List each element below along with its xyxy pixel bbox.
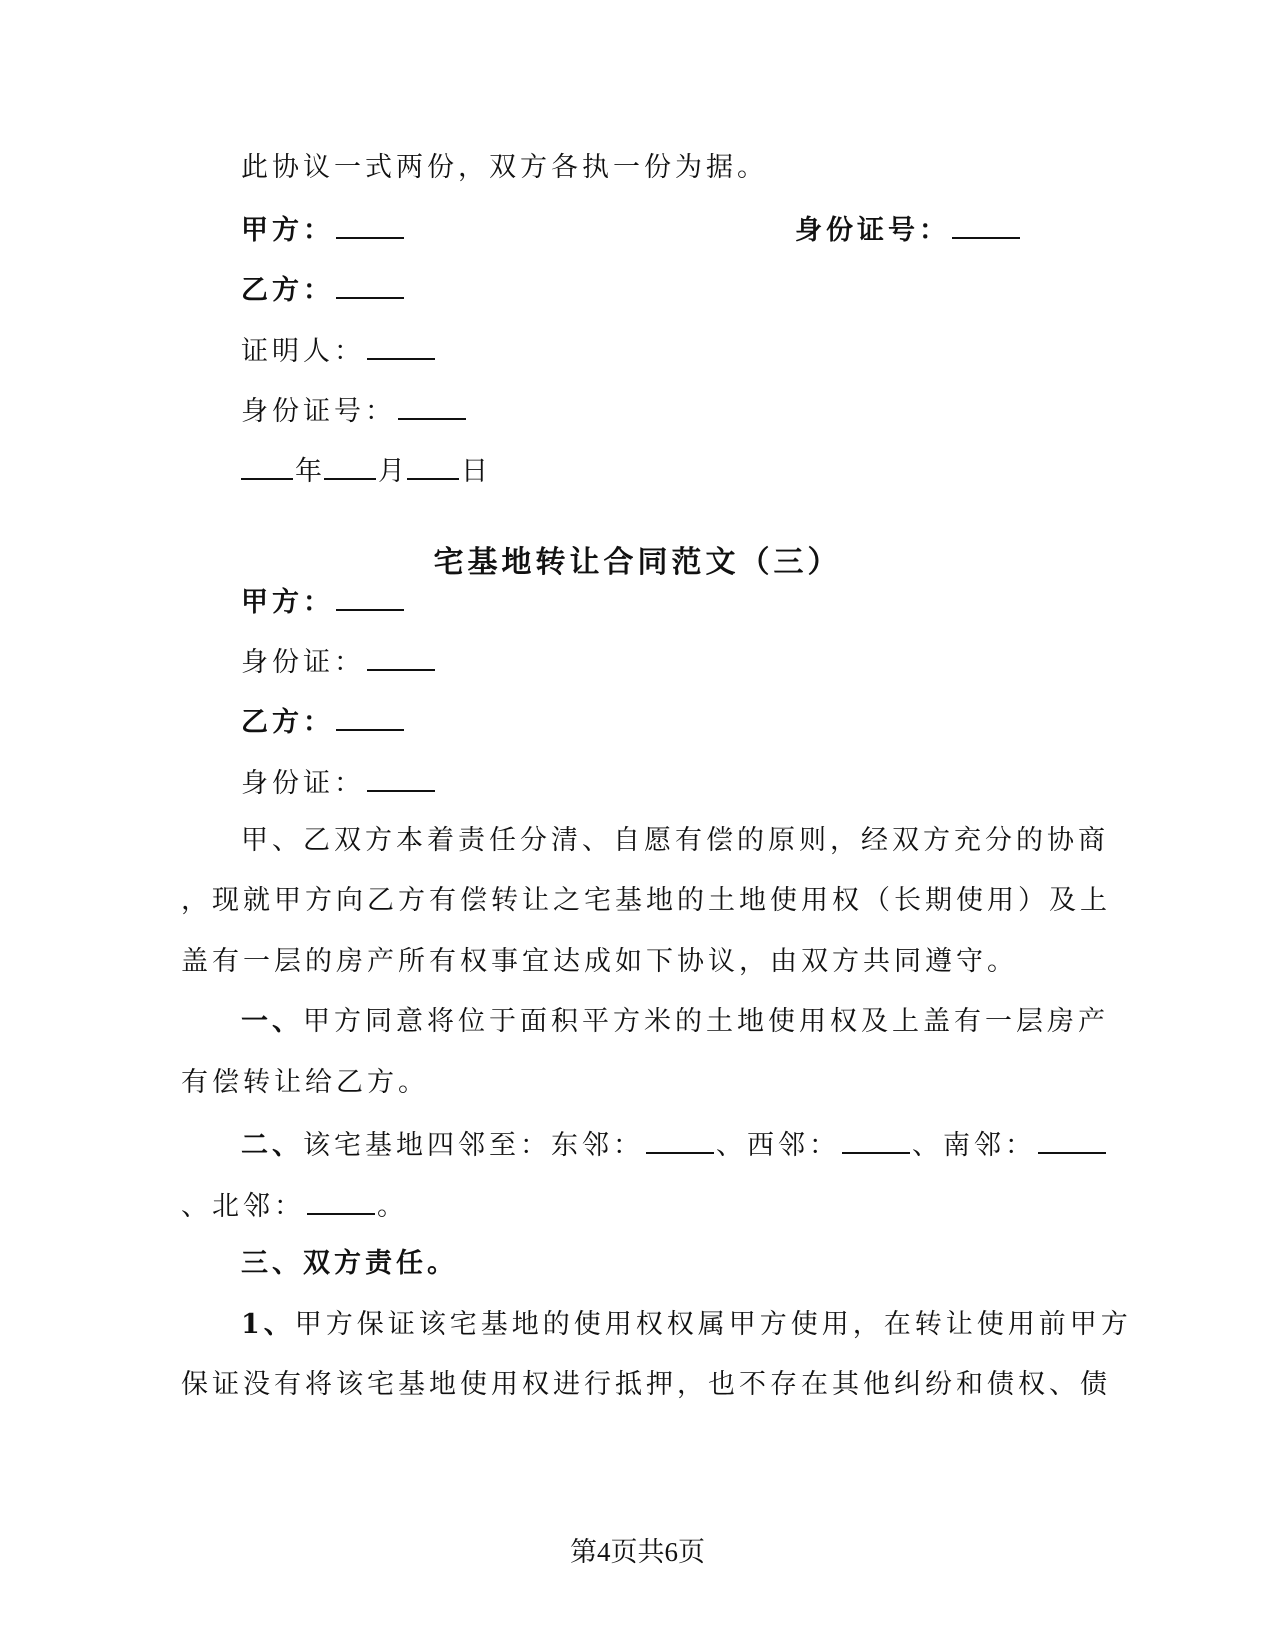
text-south: 、南邻： — [912, 1130, 1036, 1161]
intro-line-3: 盖有一层的房产所有权事宜达成如下协议，由双方共同遵守。 — [181, 946, 1018, 977]
clause-1-line-1 — [241, 1005, 1109, 1039]
label-year: 年 — [295, 456, 322, 487]
blank — [367, 332, 435, 360]
blank — [336, 211, 404, 239]
blank — [367, 764, 435, 792]
intro-line-2: ，现就甲方向乙方有偿转让之宅基地的土地使用权（长期使用）及上 — [181, 885, 1111, 916]
blank — [336, 583, 404, 611]
blank-west — [842, 1126, 910, 1154]
blank-day — [407, 452, 459, 480]
clause-3-heading: 三、双方责任。 — [241, 1248, 458, 1279]
party-a — [241, 583, 406, 620]
blank — [336, 271, 404, 299]
signature-witness-id — [241, 392, 468, 429]
label: 甲方： — [241, 215, 334, 246]
text-west: 、西邻： — [716, 1130, 840, 1161]
signature-party-a — [241, 211, 406, 248]
clause-2-line-2 — [181, 1187, 408, 1224]
text-east: 该宅基地四邻至：东邻： — [303, 1130, 644, 1161]
label-day: 日 — [461, 456, 488, 487]
label: 甲方： — [241, 587, 334, 618]
blank-year — [241, 452, 293, 480]
blank — [367, 643, 435, 671]
blank-south — [1038, 1126, 1106, 1154]
label-month: 月 — [378, 456, 405, 487]
blank — [398, 392, 466, 420]
clause-2-line-1 — [241, 1126, 1108, 1163]
blank — [952, 211, 1020, 239]
clause-number: 1、 — [241, 1309, 295, 1340]
label: 身份证号： — [241, 396, 396, 427]
id-b — [241, 764, 437, 801]
signature-date — [239, 452, 488, 489]
document-title: 宅基地转让合同范文（三） — [433, 545, 842, 580]
intro-line-1: 甲、乙双方本着责任分清、自愿有偿的原则，经双方充分的协商 — [241, 825, 1109, 856]
label: 身份证号： — [795, 215, 950, 246]
blank-month — [324, 452, 376, 480]
label: 证明人： — [241, 336, 365, 367]
label: 乙方： — [241, 707, 334, 738]
text-end: 。 — [377, 1191, 408, 1222]
clause-3-1-line-2: 保证没有将该宅基地使用权进行抵押，也不存在其他纠纷和债权、债 — [181, 1369, 1111, 1400]
clause-text: 甲方同意将位于面积平方米的土地使用权及上盖有一层房产 — [303, 1006, 1109, 1037]
page-footer: 第4页共6页 — [570, 1537, 705, 1567]
clause-number: 二、 — [241, 1130, 303, 1161]
label: 身份证： — [241, 647, 365, 678]
text-north: 、北邻： — [181, 1191, 305, 1222]
clause-text: 甲方保证该宅基地的使用权权属甲方使用，在转让使用前甲方 — [294, 1309, 1132, 1340]
signature-id-number — [795, 211, 1022, 248]
signature-party-b — [241, 271, 406, 308]
paragraph-copies: 此协议一式两份，双方各执一份为据。 — [241, 152, 768, 183]
label: 身份证： — [241, 768, 365, 799]
clause-3-1-line-1 — [241, 1308, 1132, 1342]
blank-east — [646, 1126, 714, 1154]
signature-witness — [241, 332, 437, 369]
id-a — [241, 643, 437, 680]
blank-north — [307, 1187, 375, 1215]
clause-1-line-2: 有偿转让给乙方。 — [181, 1067, 429, 1098]
clause-number: 一、 — [241, 1006, 303, 1037]
blank — [336, 703, 404, 731]
party-b — [241, 703, 406, 740]
label: 乙方： — [241, 275, 334, 306]
